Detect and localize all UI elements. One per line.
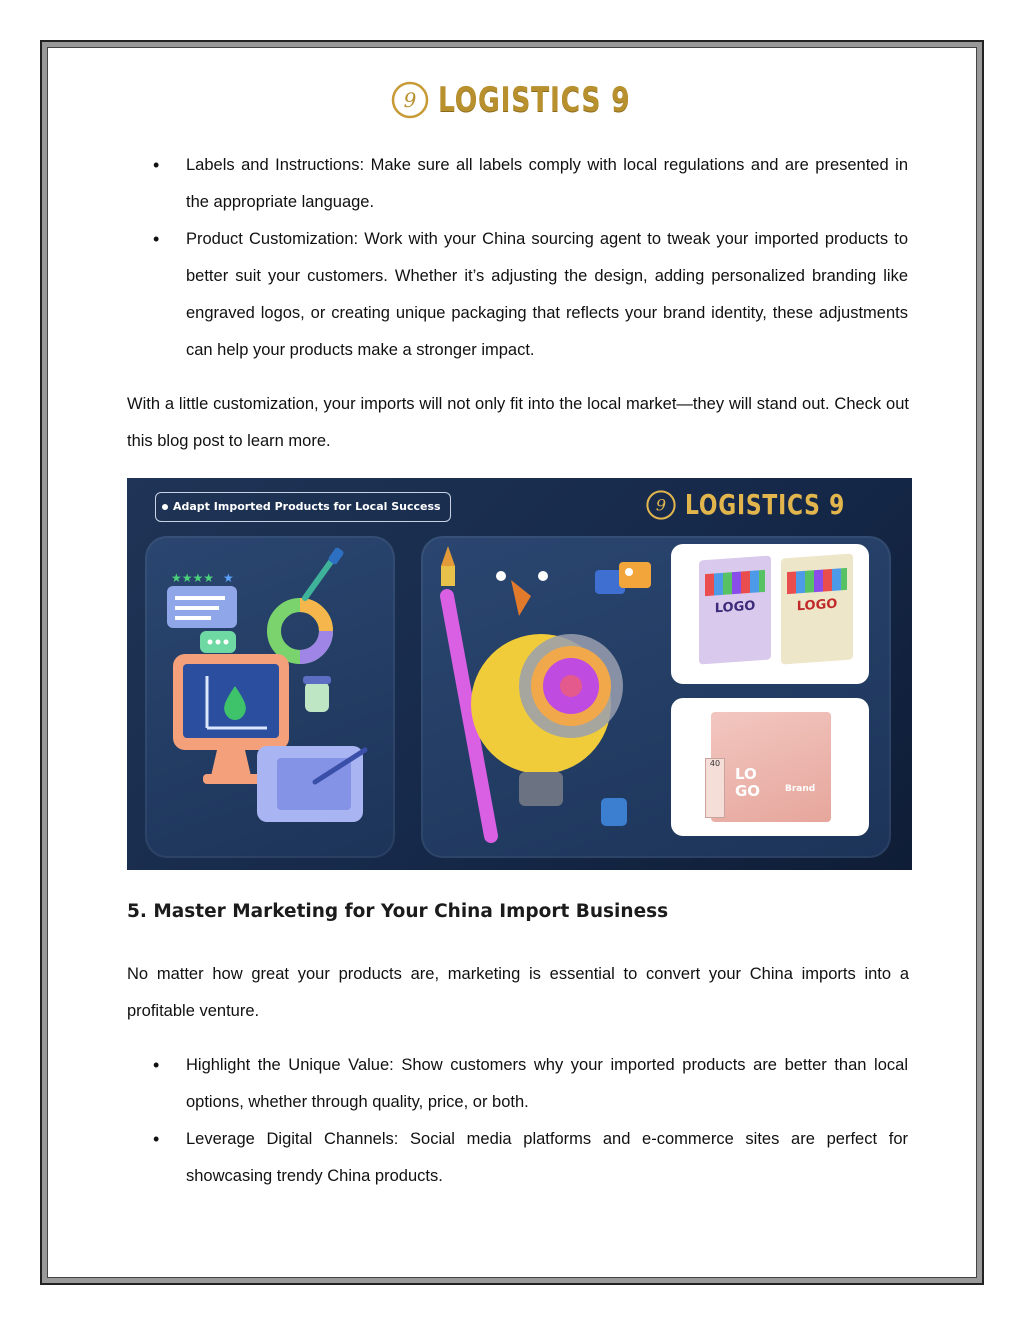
- packaging-box-card: LOGO LOGO: [671, 544, 869, 684]
- list-item: • Leverage Digital Channels: Social media platforms and e-commerce sites are perfect for showcasing trendy China products.: [48, 1121, 908, 1195]
- page-border: [40, 40, 984, 1285]
- section-heading: 5. Master Marketing for Your China Import Business: [127, 901, 669, 922]
- svg-text:★★★★: ★★★★: [171, 571, 215, 585]
- paragraph-marketing: No matter how great your products are, marketing is essential to convert your China imports into a profitable venture.: [127, 965, 909, 1020]
- banner-image: [127, 478, 912, 870]
- banner-logo-mark-icon: [645, 489, 677, 521]
- bullet-list-top: [48, 147, 908, 369]
- design-tools-panel: [145, 536, 395, 858]
- customization-panel: [421, 536, 891, 858]
- banner-pill-label: Adapt Imported Products for Local Success: [155, 492, 451, 522]
- brand-name: LOGISTICS 9: [438, 80, 631, 120]
- banner-logo: [645, 488, 890, 521]
- svg-text:9: 9: [655, 495, 666, 515]
- list-item: • Labels and Instructions: Make sure all labels comply with local regulations and are presented in the appropriate language.: [48, 147, 908, 221]
- gallery-icon: [591, 556, 661, 606]
- header-logo: [390, 78, 685, 122]
- design-tools-illustration: [145, 536, 395, 858]
- bullet-list-bottom: [48, 1047, 908, 1195]
- logo-mark-icon: [390, 80, 430, 120]
- paragraph-customization: With a little customization, your imports will not only fit into the local market—they will stand out. Check out this blog post to learn more.: [127, 395, 909, 450]
- list-item: • Highlight the Unique Value: Show customers why your imported products are better than local options, whether through quality, price, or both.: [48, 1047, 908, 1121]
- banner-brand-name: LOGISTICS 9: [684, 488, 845, 521]
- svg-text:9: 9: [403, 88, 417, 112]
- page: [47, 47, 977, 1278]
- list-item: • Product Customization: Work with your China sourcing agent to tweak your imported products to better suit your customers. Whether it’s adjusting the design, adding personalized branding like engraved logos, or creating unique packaging that reflects your brand identity, these adjustments can help your products make a stronger impact.: [48, 221, 908, 369]
- svg-text:★: ★: [223, 571, 234, 585]
- packaging-mailer-card: LO GO Brand 40: [671, 698, 869, 836]
